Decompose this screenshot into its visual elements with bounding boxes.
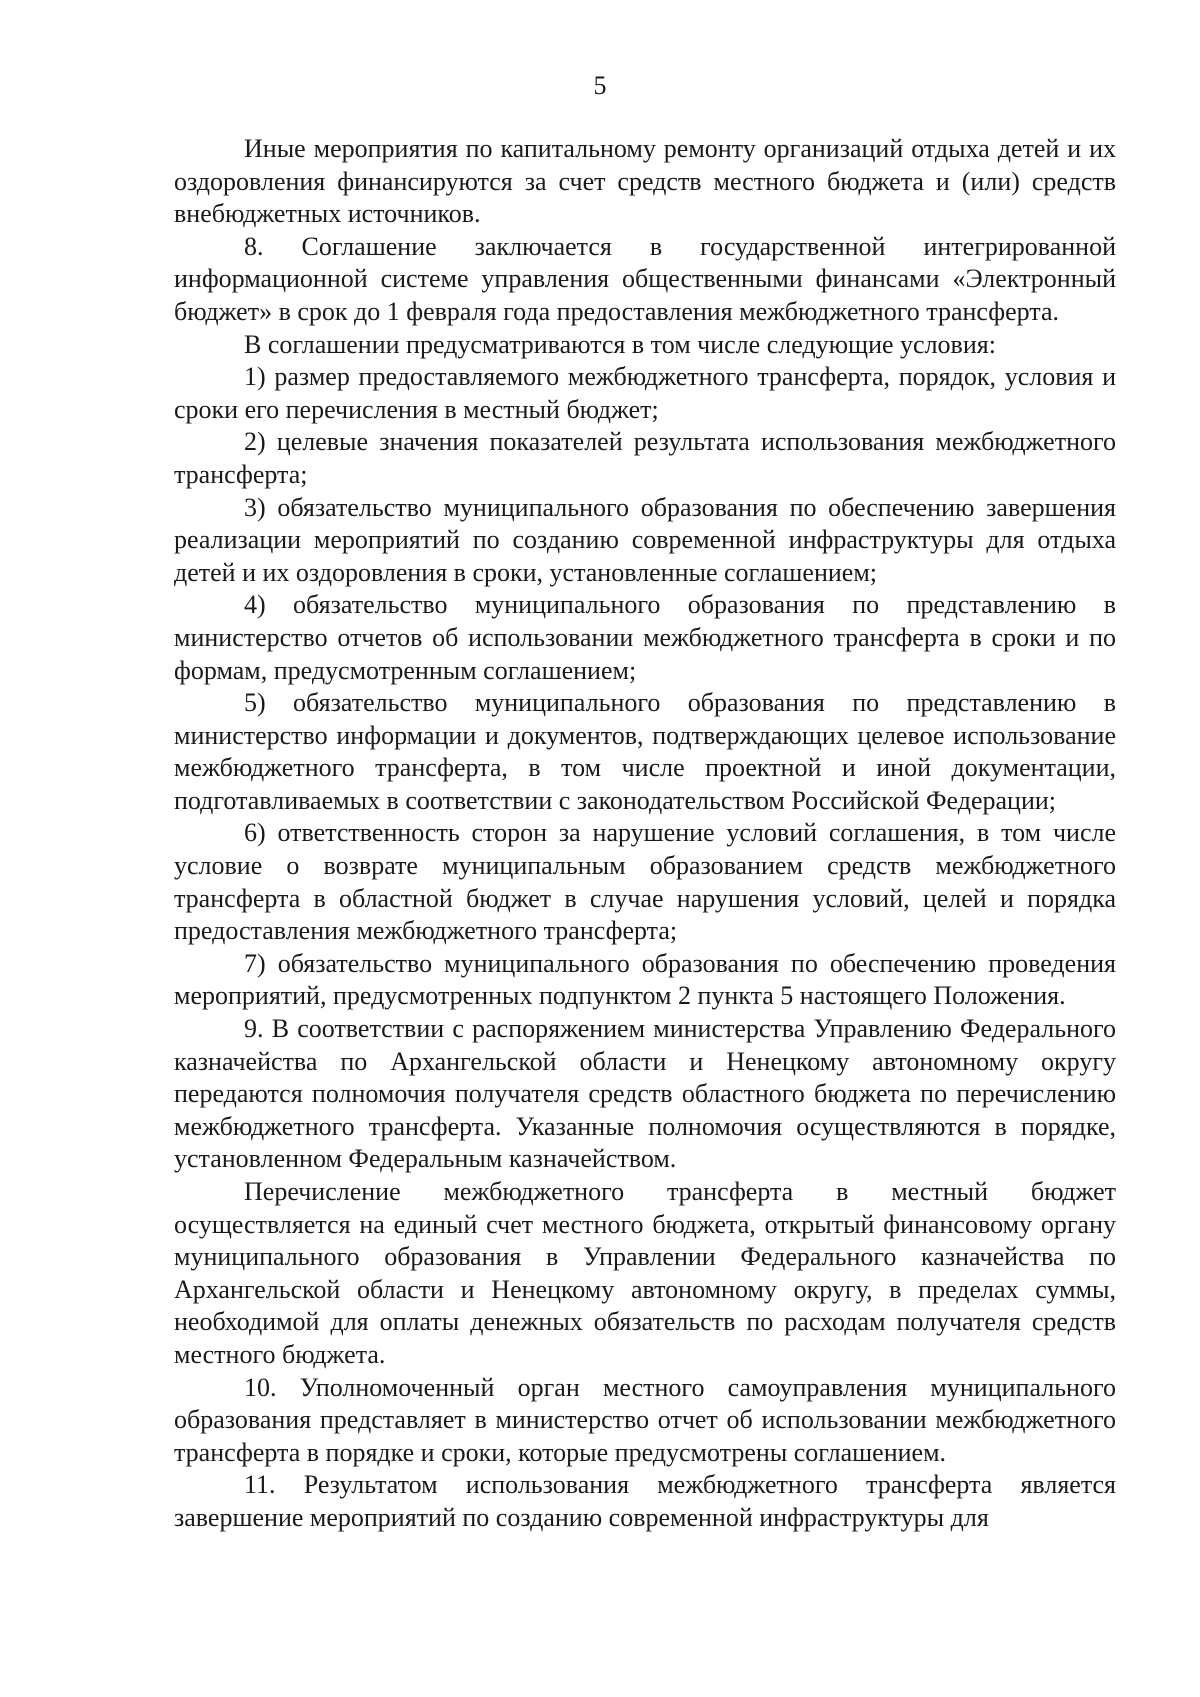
list-item-3: 3) обязательство муниципального образования по обеспечению завершения реализации мероприятий по созданию современной инфраструктуры для отдыха детей и их оздоровления в сроки, установленные соглашением; <box>174 492 1116 587</box>
list-item-5: 5) обязательство муниципального образования по представлению в министерство информации и документов, подтверждающих целевое использование межбюджетного трансферта, в том числе проектной и иной документации, подготавливаемых в соответствии с законодательством Российской Федерации; <box>174 688 1116 815</box>
page-number: 5 <box>593 71 607 100</box>
paragraph-11-result: 11. Результатом использования межбюджетного трансферта является завершение мероприятий по созданию современной инфраструктуры для <box>174 1470 1116 1532</box>
paragraph-transfer-account: Перечисление межбюджетного трансферта в местный бюджет осуществляется на единый счет местного бюджета, открытый финансовому органу муниципального образования в Управлении Федерального казначейства по Архангельской области и Ненецкому автономному округу, в пределах суммы, необходимой для оплаты денежных обязательств по расходам получателя средств местного бюджета. <box>174 1177 1116 1369</box>
list-item-7: 7) обязательство муниципального образования по обеспечению проведения мероприятий, предусмотренных подпунктом 2 пункта 5 настоящего Положения. <box>174 948 1116 1011</box>
paragraph-8-agreement: 8. Соглашение заключается в государственной интегрированной информационной системе управления общественными финансами «Электронный бюджет» в срок до 1 февраля года предоставления межбюджетного трансферта. <box>174 231 1116 326</box>
paragraph-10-report: 10. Уполномоченный орган местного самоуправления муниципального образования представляет в министерство отчет об использовании межбюджетного трансферта в порядке и сроки, которые предусмотрены соглашением. <box>174 1372 1116 1467</box>
paragraph-agreement-conditions: В соглашении предусматриваются в том числе следующие условия: <box>244 329 996 359</box>
list-item-1: 1) размер предоставляемого межбюджетного трансферта, порядок, условия и сроки его перечисления в местный бюджет; <box>174 362 1116 424</box>
list-item-6: 6) ответственность сторон за нарушение условий соглашения, в том числе условие о возврате муниципальным образованием средств межбюджетного трансферта в областной бюджет в случае нарушения условий, целей и порядка предоставления межбюджетного трансферта; <box>174 818 1116 946</box>
list-item-4: 4) обязательство муниципального образования по представлению в министерство отчетов об использовании межбюджетного трансферта в сроки и по формам, предусмотренным соглашением; <box>174 590 1116 685</box>
paragraph-capital-repair: Иные мероприятия по капитальному ремонту организаций отдыха детей и их оздоровления финансируются за счет средств местного бюджета и (или) средств внебюджетных источников. <box>174 134 1116 229</box>
document-body <box>174 133 1116 1535</box>
paragraph-9-treasury: 9. В соответствии с распоряжением министерства Управлению Федерального казначейства по Архангельской области и Ненецкому автономному округу передаются полномочия получателя средств областного бюджета по перечислению межбюджетного трансферта. Указанные полномочия осуществляются в порядке, установленном Федеральным казначейством. <box>174 1014 1116 1174</box>
list-item-2: 2) целевые значения показателей результата использования межбюджетного трансферта; <box>174 427 1116 489</box>
